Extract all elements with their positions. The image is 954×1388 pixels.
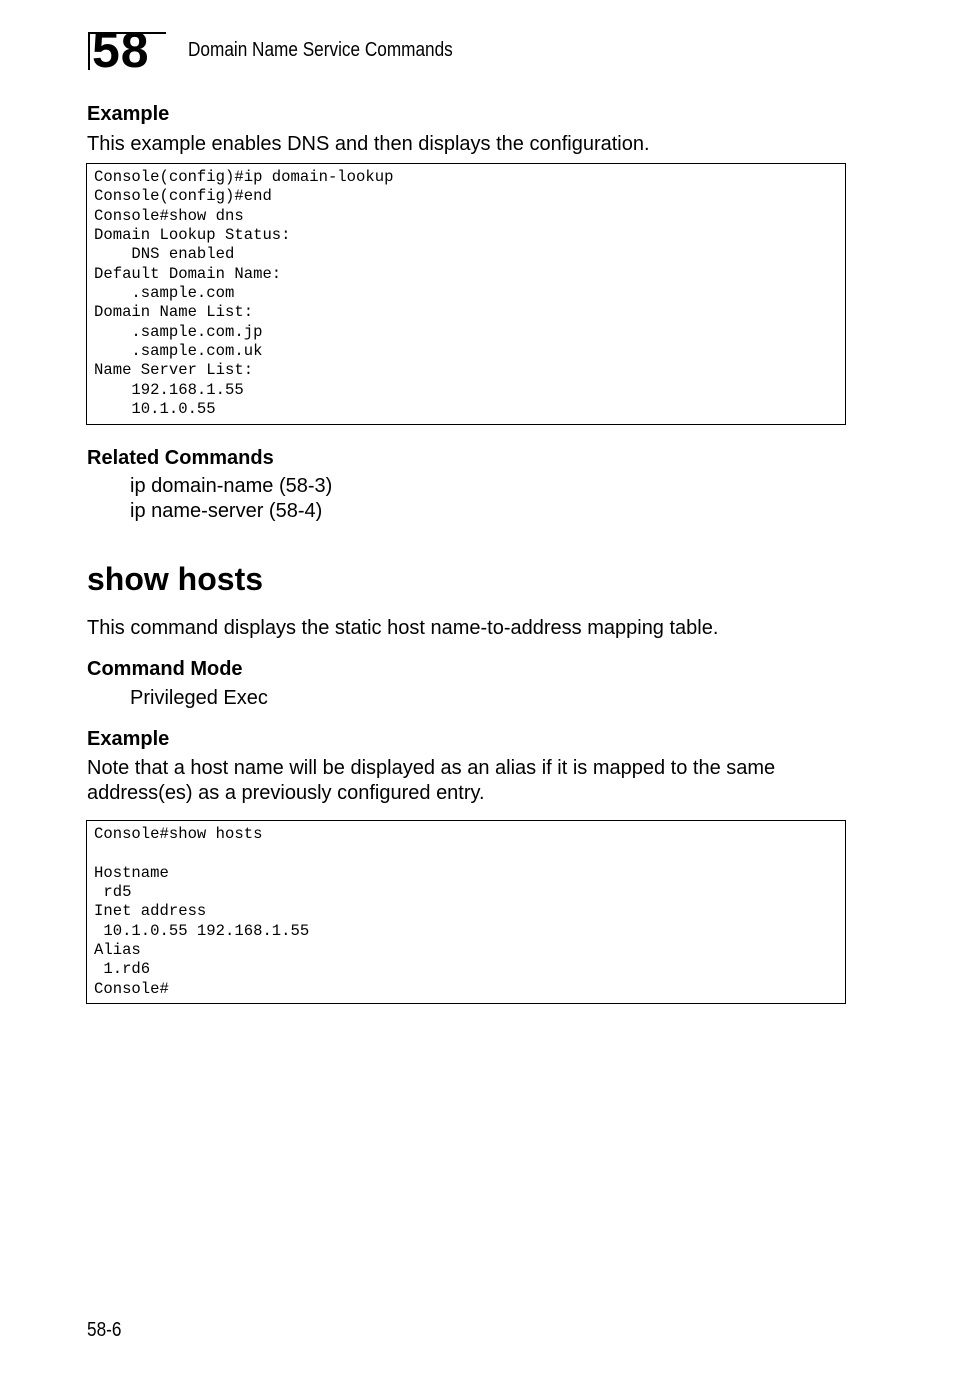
page-number: 58-6: [87, 1319, 122, 1341]
related-command-link-domain-name[interactable]: ip domain-name (58-3): [130, 475, 333, 497]
example-description: This example enables DNS and then displays the configuration.: [87, 133, 650, 155]
show-hosts-description: This command displays the static host name-to-address mapping table.: [87, 617, 719, 639]
chapter-title: Domain Name Service Commands: [188, 39, 453, 61]
show-hosts-example-note-line2: address(es) as a previously configured entry.: [87, 782, 485, 804]
chapter-number: 58: [92, 22, 150, 78]
related-command-link-name-server[interactable]: ip name-server (58-4): [130, 500, 323, 522]
dns-example-code-block: Console(config)#ip domain-lookup Console(config)#end Console#show dns Domain Lookup Status: DNS enabled Default Domain Name: .sample.com Domain Name List: .sample.com.jp .sample.com.uk Name Server List: 192.168.1.55 10.1.0.55: [86, 163, 846, 425]
show-hosts-example-note-line1: Note that a host name will be displayed as an alias if it is mapped to the same: [87, 757, 776, 779]
example-heading: Example: [87, 103, 170, 125]
show-hosts-example-heading: Example: [87, 728, 170, 750]
command-mode-value: Privileged Exec: [130, 687, 268, 709]
command-mode-heading: Command Mode: [87, 658, 243, 680]
show-hosts-code-block: Console#show hosts Hostname rd5 Inet address 10.1.0.55 192.168.1.55 Alias 1.rd6 Console#: [86, 820, 846, 1004]
section-title: show hosts: [87, 561, 264, 597]
related-commands-heading: Related Commands: [87, 447, 274, 469]
